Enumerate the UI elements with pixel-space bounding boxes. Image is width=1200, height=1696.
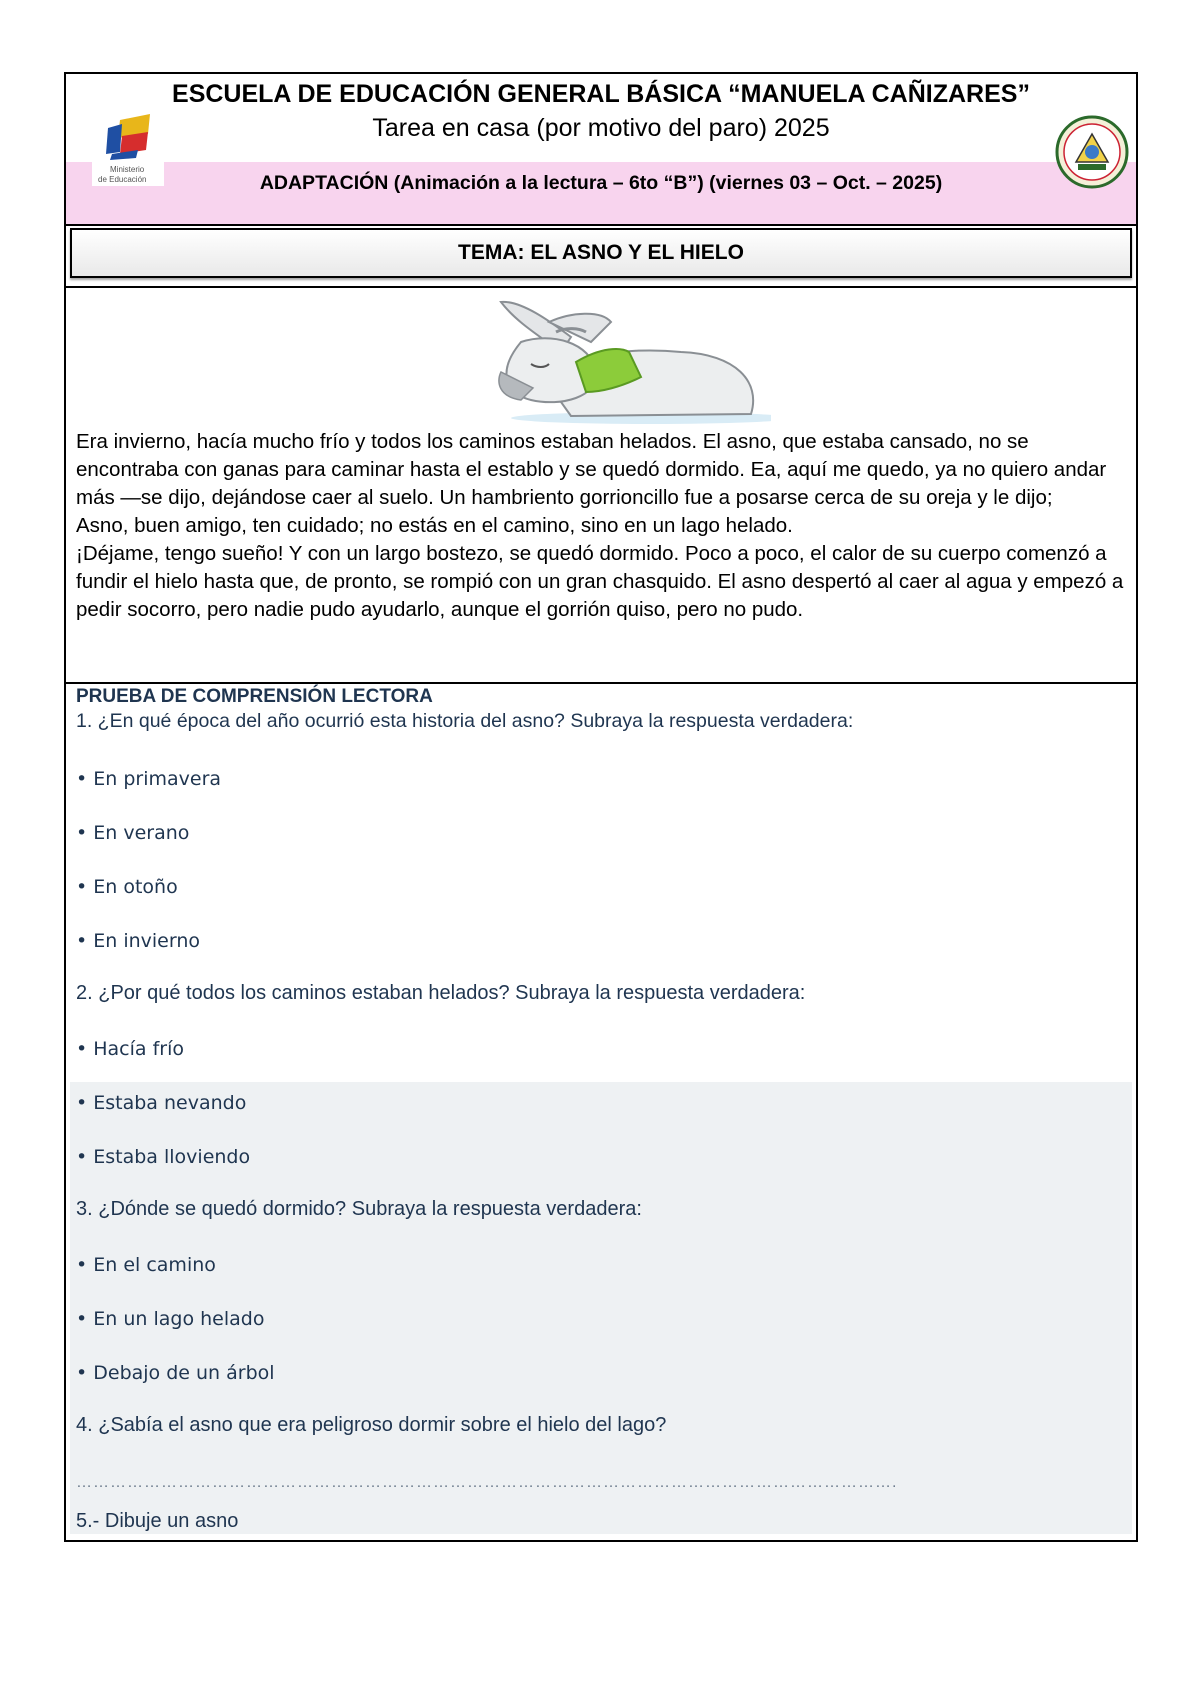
q2-option-hacia-frio: • Hacía frío: [76, 1038, 184, 1060]
q3-option-lago: • En un lago helado: [76, 1308, 265, 1330]
task-title: Tarea en casa (por motivo del paro) 2025: [372, 114, 830, 142]
q1-option-verano: • En verano: [76, 822, 190, 844]
q4-answer-line: ……………………………………………………………………………………………………………………………….: [76, 1474, 898, 1491]
q2-option-nevando: • Estaba nevando: [76, 1092, 247, 1114]
header: [66, 74, 1136, 226]
question-5: 5.- Dibuje un asno: [76, 1510, 239, 1532]
adaptation-subject: (Animación a la lectura – 6to “B”): [388, 172, 710, 194]
question-1: 1. ¿En qué época del año ocurrió esta historia del asno? Subraya la respuesta verdadera:: [76, 710, 854, 732]
q1-option-primavera: • En primavera: [76, 768, 222, 790]
ministry-logo: [92, 112, 164, 186]
ministry-logo-text-bottom: de Educación: [98, 175, 147, 184]
q3-option-arbol: • Debajo de un árbol: [76, 1362, 275, 1384]
school-crest: [1054, 114, 1130, 190]
story-text: [76, 428, 1128, 624]
topic-title: TEMA: EL ASNO Y EL HIELO: [70, 228, 1132, 278]
adaptation-line: [66, 172, 1136, 195]
school-name: ESCUELA DE EDUCACIÓN GENERAL BÁSICA “MANUELA CAÑIZARES”: [172, 80, 1030, 108]
worksheet: [64, 72, 1138, 1542]
adaptation-label: ADAPTACIÓN: [259, 172, 389, 194]
story-paragraph-1: Era invierno, hacía mucho frío y todos los caminos estaban helados. El asno, que estaba cansado, no se encontraba con ganas para caminar hasta el establo y se quedó dormido. Ea, aquí me quedo, ya no quiero andar más —se dijo, dejándose caer al suelo. Un hambriento gorrioncillo fue a posarse cerca de su oreja y le dijo;: [76, 430, 1107, 509]
story-paragraph-3: ¡Déjame, tengo sueño! Y con un largo bostezo, se quedó dormido. Poco a poco, el calor de su cuerpo comenzó a fundir el hielo hasta que, de pronto, se rompió con un gran chasquido. El asno despertó al caer al agua y empezó a pedir socorro, pero nadie pudo ayudarlo, aunque el gorrión quiso, pero no pudo.: [76, 542, 1124, 621]
topic-row: [66, 226, 1136, 288]
quiz-title: PRUEBA DE COMPRENSIÓN LECTORA: [76, 686, 433, 707]
q1-option-otono: • En otoño: [76, 876, 178, 898]
q2-option-lloviendo: • Estaba lloviendo: [76, 1146, 251, 1168]
story-section: [66, 288, 1136, 684]
ministry-logo-text-top: Ministerio: [110, 165, 145, 174]
question-3: 3. ¿Dónde se quedó dormido? Subraya la respuesta verdadera:: [76, 1198, 642, 1220]
story-paragraph-2: Asno, buen amigo, ten cuidado; no estás en el camino, sino en un lago helado.: [76, 514, 793, 537]
comprehension-test: [66, 684, 1136, 1540]
sleeping-donkey-illustration: [461, 292, 771, 430]
question-4: 4. ¿Sabía el asno que era peligroso dormir sobre el hielo del lago?: [76, 1414, 667, 1436]
q3-option-camino: • En el camino: [76, 1254, 216, 1276]
adaptation-date: (viernes 03 – Oct. – 2025): [709, 172, 943, 194]
q1-option-invierno: • En invierno: [76, 930, 201, 952]
question-2: 2. ¿Por qué todos los caminos estaban helados? Subraya la respuesta verdadera:: [76, 982, 806, 1004]
